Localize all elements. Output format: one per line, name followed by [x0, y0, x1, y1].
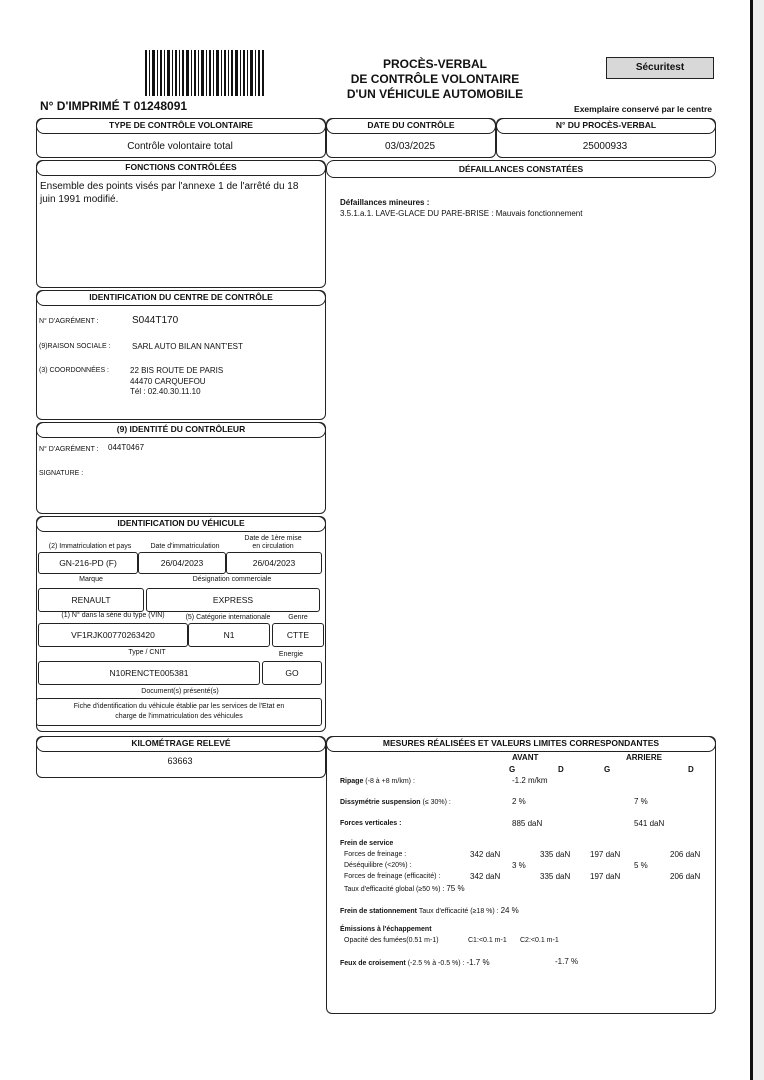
- forces-vert-label: Forces verticales :: [340, 820, 402, 827]
- energie-value: GO: [262, 661, 322, 685]
- dissym-limit: (≤ 30%) :: [422, 799, 451, 806]
- centre-coord-line-2: 44470 CARQUEFOU: [130, 376, 206, 386]
- fe-arriere-g: 197 daN: [590, 872, 621, 881]
- forces-freinage-label: Forces de freinage :: [344, 851, 407, 858]
- categorie-value: N1: [188, 623, 270, 647]
- controleur-agrement-value: 044T0467: [108, 443, 145, 452]
- dissym-row: [340, 799, 451, 806]
- centre-coord-line-1: 22 BIS ROUTE DE PARIS: [130, 366, 224, 375]
- title-line-2: DE CONTRÔLE VOLONTAIRE: [350, 72, 520, 86]
- forces-eff-label: Forces de freinage (efficacité) :: [344, 873, 441, 880]
- forces-vert-arriere: 541 daN: [634, 819, 665, 828]
- deseq-avant: 3 %: [512, 861, 526, 870]
- feux-limit: (-2.5 % à -0.5 %) :: [407, 960, 465, 967]
- page-title: [320, 57, 550, 102]
- stationnement-value: 24 %: [500, 906, 519, 915]
- opacite-c2: C2:<0.1 m-1: [520, 937, 559, 944]
- kilometrage-header: KILOMÉTRAGE RELEVÉ: [36, 736, 326, 752]
- immat-label: (2) Immatriculation et pays: [48, 543, 132, 550]
- defaillances-header: DÉFAILLANCES CONSTATÉES: [326, 160, 716, 178]
- ripage-label: Ripage: [340, 778, 364, 785]
- type-cnit-label: Type / CNIT: [128, 649, 166, 656]
- deseq-arriere: 5 %: [634, 861, 648, 870]
- immat-value: GN-216-PD (F): [38, 552, 138, 574]
- fonctions-text: Ensemble des points visés par l'annexe 1 de l'arrêté du 18 juin 1991 modifié.: [40, 181, 299, 205]
- ff-avant-d: 335 daN: [540, 850, 571, 859]
- taux-global-row: [344, 884, 465, 893]
- stationnement-row: [340, 906, 519, 915]
- opacite-c1: C1:<0.1 m-1: [468, 937, 507, 944]
- date-controle-value: 03/03/2025: [384, 141, 436, 152]
- energie-label: Energie: [278, 651, 304, 658]
- desequilibre-label: Déséquilibre (<20%) :: [344, 862, 412, 869]
- mesures-header: MESURES RÉALISÉES ET VALEURS LIMITES CORRESPONDANTES: [326, 736, 716, 752]
- marque-value: RENAULT: [38, 588, 144, 612]
- date-circ-label-2: en circulation: [252, 543, 294, 550]
- avant-d-label: D: [558, 765, 564, 774]
- forces-vert-avant: 885 daN: [512, 819, 543, 828]
- avant-g-label: G: [509, 765, 516, 774]
- arriere-d-label: D: [688, 765, 694, 774]
- ff-arriere-d: 206 daN: [670, 850, 701, 859]
- date-circ-value: 26/04/2023: [226, 552, 322, 574]
- frein-service-label: Frein de service: [340, 840, 394, 847]
- kilometrage-value: 63663: [167, 756, 193, 766]
- documents-line-2: charge de l'immatriculation des véhicules: [115, 712, 243, 720]
- taux-global-label: Taux d'efficacité global (≥50 %) :: [344, 886, 445, 893]
- feux-label: Feux de croisement: [340, 960, 406, 967]
- imprime-number: N° D'IMPRIMÉ T 01248091: [40, 99, 188, 113]
- title-line-1: PROCÈS-VERBAL: [382, 57, 487, 71]
- centre-raison-label: (9)RAISON SOCIALE :: [39, 343, 111, 350]
- ripage-row: [340, 778, 415, 785]
- designation-label: Désignation commerciale: [192, 576, 272, 583]
- fonctions-header: FONCTIONS CONTRÔLÉES: [36, 160, 326, 176]
- arriere-label: ARRIERE: [626, 753, 663, 762]
- taux-global-value: 75 %: [446, 884, 465, 893]
- categorie-label: (5) Catégorie internationale: [185, 614, 271, 621]
- ff-avant-g: 342 daN: [470, 850, 501, 859]
- defaillances-mineures-item: 3.5.1.a.1. LAVE-GLACE DU PARE-BRISE : Mauvais fonctionnement: [340, 209, 583, 218]
- stationnement-label: Frein de stationnement: [340, 908, 418, 915]
- brand-badge: Sécuritest: [606, 57, 714, 79]
- dissym-arriere: 7 %: [634, 797, 648, 806]
- fe-avant-d: 335 daN: [540, 872, 571, 881]
- documents-value: [36, 698, 322, 726]
- centre-header: IDENTIFICATION DU CENTRE DE CONTRÔLE: [36, 290, 326, 306]
- vin-value: VF1RJK00770263420: [38, 623, 188, 647]
- feux-d: -1.7 %: [555, 957, 579, 966]
- genre-label: Genre: [288, 614, 308, 621]
- type-controle-value: Contrôle volontaire total: [127, 141, 233, 152]
- date-circ-label: [228, 535, 318, 551]
- centre-coord-line-3: Tél : 02.40.30.11.10: [130, 387, 201, 396]
- controleur-agrement-label: N° D'AGRÉMENT :: [39, 446, 99, 453]
- vehicule-header: IDENTIFICATION DU VÉHICULE: [36, 516, 326, 532]
- feux-row: [340, 958, 490, 967]
- date-circ-label-1: Date de 1ère mise: [244, 535, 302, 542]
- pv-number-header: N° DU PROCÈS-VERBAL: [496, 118, 716, 134]
- date-immat-value: 26/04/2023: [138, 552, 226, 574]
- defaillances-mineures-label: Défaillances mineures :: [340, 198, 430, 207]
- centre-coord-label: (3) COORDONNÉES :: [39, 367, 110, 374]
- type-cnit-value: N10RENCTE005381: [38, 661, 260, 685]
- feux-g: -1.7 %: [466, 958, 490, 967]
- marque-label: Marque: [79, 576, 103, 583]
- opacite-label: Opacité des fumées(0.51 m-1): [344, 937, 439, 944]
- arriere-g-label: G: [604, 765, 611, 774]
- exemplaire-note: Exemplaire conservé par le centre: [574, 104, 712, 114]
- barcode: [145, 50, 265, 96]
- ff-arriere-g: 197 daN: [590, 850, 621, 859]
- page-edge: [750, 0, 764, 1080]
- fe-arriere-d: 206 daN: [670, 872, 701, 881]
- genre-value: CTTE: [272, 623, 324, 647]
- stationnement-limit: Taux d'efficacité (≥18 %) :: [418, 908, 499, 915]
- avant-label: AVANT: [512, 753, 539, 762]
- emissions-label: Émissions à l'échappement: [340, 926, 432, 933]
- title-line-3: D'UN VÉHICULE AUTOMOBILE: [346, 87, 524, 101]
- ripage-value: -1.2 m/km: [512, 776, 548, 785]
- type-controle-header: TYPE DE CONTRÔLE VOLONTAIRE: [36, 118, 326, 134]
- date-controle-header: DATE DU CONTRÔLE: [326, 118, 496, 134]
- dissym-label: Dissymétrie suspension: [340, 799, 421, 806]
- date-immat-label: Date d'immatriculation: [150, 543, 220, 550]
- documents-label: Document(s) présenté(s): [141, 688, 219, 695]
- centre-agrement-value: S044T170: [132, 315, 179, 326]
- fe-avant-g: 342 daN: [470, 872, 501, 881]
- designation-value: EXPRESS: [146, 588, 320, 612]
- centre-raison-value: SARL AUTO BILAN NANT'EST: [132, 342, 243, 351]
- signature-label: SIGNATURE :: [39, 470, 84, 477]
- pv-number-value: 25000933: [582, 141, 628, 152]
- controleur-header: (9) IDENTITÉ DU CONTRÔLEUR: [36, 422, 326, 438]
- vin-label: (1) N° dans la série du type (VIN): [61, 612, 165, 619]
- documents-line-1: Fiche d'identification du véhicule établie par les services de l'Etat en: [73, 703, 285, 710]
- dissym-avant: 2 %: [512, 797, 526, 806]
- centre-coord-value: [130, 366, 223, 398]
- centre-agrement-label: N° D'AGRÉMENT :: [39, 318, 99, 325]
- ripage-limit: (-8 à +8 m/km) :: [365, 778, 415, 785]
- centre-box: [36, 290, 326, 420]
